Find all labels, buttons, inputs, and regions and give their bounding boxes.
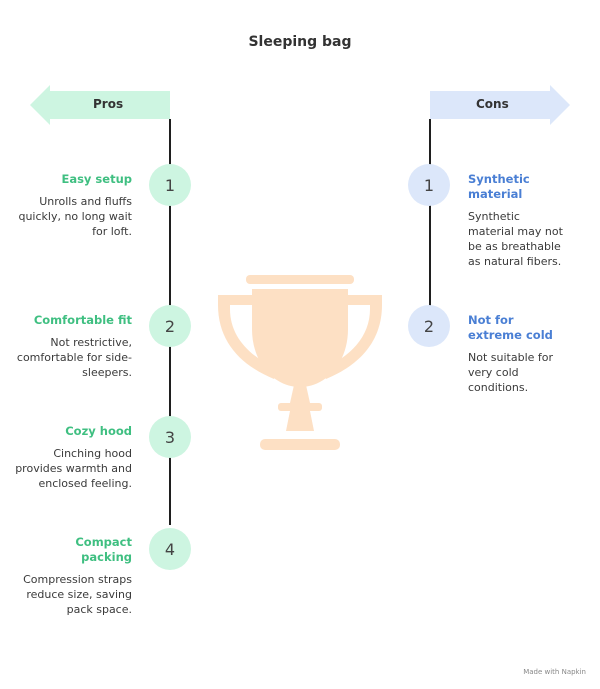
- pros-item-1-number: 1: [149, 164, 191, 206]
- pros-label: Pros: [93, 97, 124, 111]
- pros-item-3-number: 3: [149, 416, 191, 458]
- pros-item-3-text: Cinching hood provides warmth and enclosed feeling.: [15, 447, 132, 490]
- pros-item-2-title: Comfortable fit: [33, 313, 132, 327]
- pros-item-4-title: Compact packing: [75, 535, 132, 564]
- pros-item-2-text: Not restrictive, comfortable for side-sleepers.: [16, 336, 132, 379]
- pros-item-4-text: Compression straps reduce size, saving pack space.: [23, 573, 132, 616]
- cons-item-1-text: Synthetic material may not be as breathable as natural fibers.: [468, 210, 563, 268]
- cons-banner: [430, 85, 570, 125]
- pros-item-2-number: 2: [149, 305, 191, 347]
- watermark: Made with Napkin: [523, 668, 586, 676]
- pros-banner: [30, 85, 170, 125]
- pros-item-4-number: 4: [149, 528, 191, 570]
- trophy-icon: [214, 271, 386, 457]
- cons-item-1-title: Synthetic material: [468, 172, 530, 201]
- pros-item-1-text: Unrolls and fluffs quickly, no long wait for loft.: [18, 195, 132, 238]
- cons-item-2-number: 2: [408, 305, 450, 347]
- cons-label: Cons: [476, 97, 509, 111]
- cons-timeline: [429, 119, 431, 306]
- cons-item-2-title: Not for extreme cold: [468, 313, 553, 342]
- cons-item-1-number: 1: [408, 164, 450, 206]
- pros-item-3-title: Cozy hood: [65, 424, 132, 438]
- pros-item-1-title: Easy setup: [61, 172, 132, 186]
- diagram-title: Sleeping bag: [248, 34, 352, 50]
- cons-item-2-text: Not suitable for very cold conditions.: [468, 351, 554, 394]
